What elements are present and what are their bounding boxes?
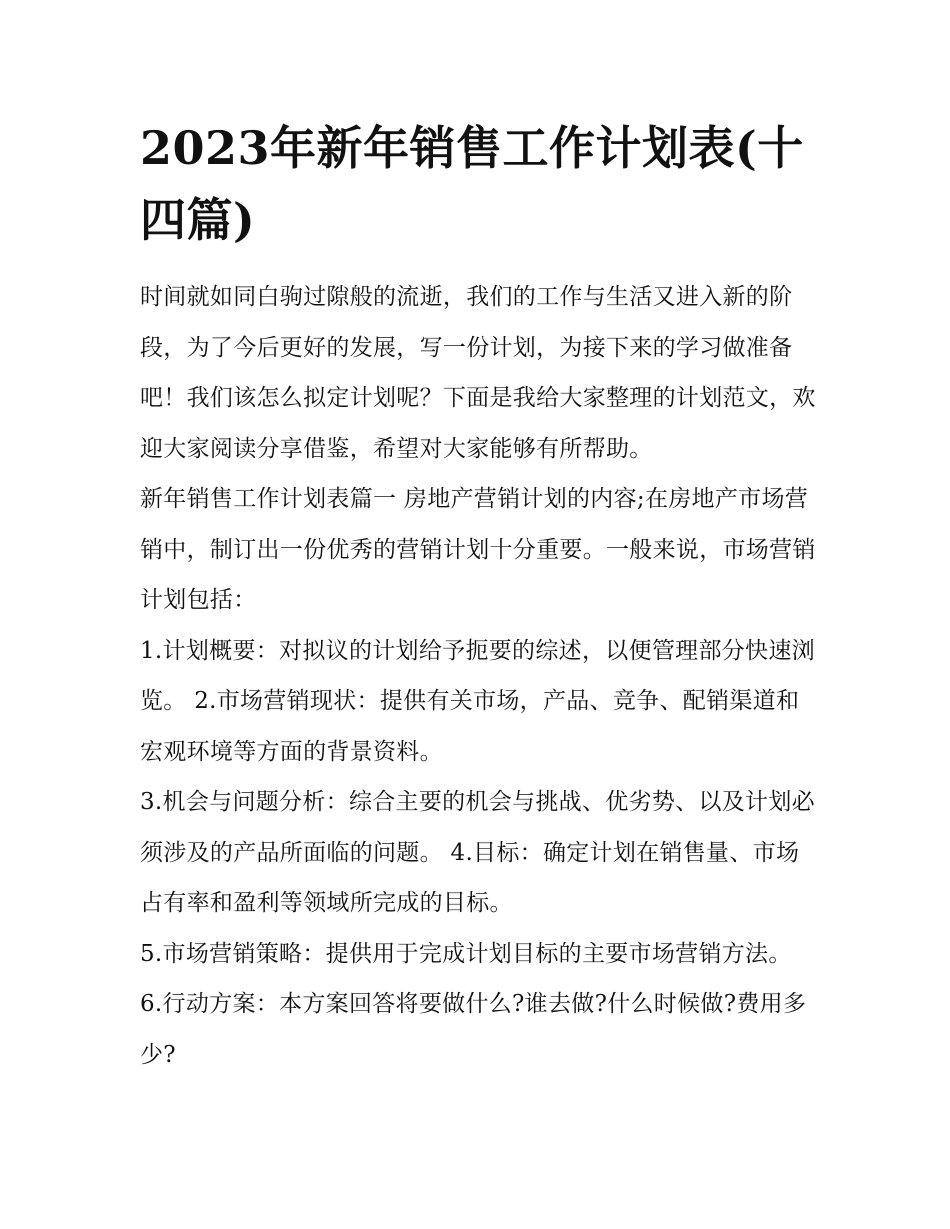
document-title: 2023年新年销售工作计划表(十四篇) xyxy=(140,121,804,247)
paragraph-section-one: 新年销售工作计划表篇一 房地产营销计划的内容;在房地产市场营销中，制订出一份优秀的营销计划十分重要。一般来说，市场营销计划包括： xyxy=(140,486,816,613)
document-page xyxy=(140,112,820,1080)
document-body xyxy=(140,272,820,1080)
paragraph-items-1-2: 1.计划概要：对拟议的计划给予扼要的综述，以便管理部分快速浏览。 2.市场营销现状：提供有关市场，产品、竞争、配销渠道和宏观环境等方面的背景资料。 xyxy=(140,637,815,765)
paragraph-items-5-6: 5.市场营销策略：提供用于完成计划目标的主要市场营销方法。 6.行动方案：本方案回答将要做什么?谁去做?什么时候做?费用多少? xyxy=(140,940,807,1068)
paragraph-intro: 时间就如同白驹过隙般的流逝，我们的工作与生活又进入新的阶段，为了今后更好的发展，写一份计划，为接下来的学习做准备吧！我们该怎么拟定计划呢？下面是我给大家整理的计划范文，欢迎大家阅读分享借鉴，希望对大家能够有所帮助。 xyxy=(140,284,816,462)
paragraph-items-3-4: 3.机会与问题分析：综合主要的机会与挑战、优劣势、以及计划必须涉及的产品所面临的问题。 4.目标：确定计划在销售量、市场占有率和盈利等领域所完成的目标。 xyxy=(140,789,815,916)
